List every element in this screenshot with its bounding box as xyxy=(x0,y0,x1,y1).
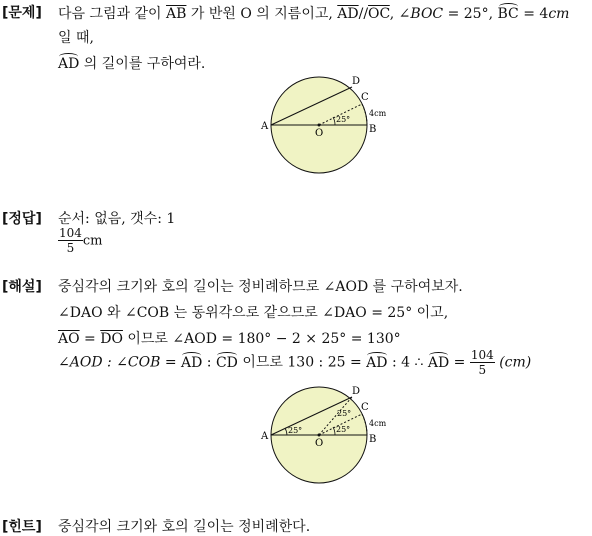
label-c: C xyxy=(361,402,369,413)
solution-line-4: ∠AOD : ∠COB = AD : CD 이므로 130 : 25 = AD : 4 ∴ AD = $\frac{104}{5}$ (cm) xyxy=(58,348,532,377)
answer-line-1: 순서: 없음, 갯수: 1 xyxy=(58,211,176,227)
label-angle-o: 25° xyxy=(336,425,351,434)
label-length: 4cm xyxy=(369,109,387,118)
problem-label: [문제] xyxy=(2,5,42,21)
label-d: D xyxy=(352,386,361,397)
problem-figure xyxy=(255,74,395,176)
label-o: O xyxy=(315,128,324,139)
segment-ad: $\overline{AD}$ xyxy=(337,6,359,22)
label-c: C xyxy=(361,92,369,103)
segment-ab: $\overline{AB}$ xyxy=(166,6,187,22)
label-angle-d: 25° xyxy=(337,409,352,418)
label-angle: 25° xyxy=(336,115,351,124)
problem-line-2: 일 때, xyxy=(58,30,94,46)
answer-fraction: $\frac{104}{5}$ xyxy=(59,226,82,255)
problem-line-3: AD 의 길이를 구하여라. xyxy=(58,56,206,72)
label-o: O xyxy=(315,438,324,449)
label-d: D xyxy=(352,76,361,87)
label-length: 4cm xyxy=(369,419,387,428)
label-angle-a: 25° xyxy=(288,426,303,435)
label-a: A xyxy=(261,121,269,132)
solution-label: [해설] xyxy=(2,279,42,295)
center-point xyxy=(318,434,321,437)
hint-label: [힌트] xyxy=(2,519,42,535)
answer-label: [정답] xyxy=(2,211,42,227)
arc-ad: AD xyxy=(58,56,80,72)
label-a: A xyxy=(261,431,269,442)
label-b: B xyxy=(369,124,377,135)
center-point xyxy=(318,124,321,127)
problem-line-1: 다음 그림과 같이 $\overline{AB}$ 가 반원 O 의 지름이고, $\overline{AD}//\overline{OC}$, ∠BOC = 25°, BC = 4cm xyxy=(58,6,570,22)
solution-line-1: 중심각의 크기와 호의 길이는 정비례하므로 ∠AOD 를 구하여보자. xyxy=(58,279,463,295)
arc-bc: BC xyxy=(497,6,519,22)
label-b: B xyxy=(369,434,377,445)
solution-figure xyxy=(255,384,395,486)
segment-oc: $\overline{OC}$ xyxy=(368,6,390,22)
solution-line-3: $\overline{AO} = \overline{DO}$ 이므로 ∠AOD = 180° − 2 × 25° = 130° xyxy=(58,331,401,347)
solution-fraction: $\frac{104}{5}$ xyxy=(470,348,494,377)
answer-value: $\frac{104}{5}$ cm xyxy=(59,226,103,255)
solution-line-2: ∠DAO 와 ∠COB 는 동위각으로 같으므로 ∠DAO = 25° 이고, xyxy=(58,305,449,321)
hint-text: 중심각의 크기와 호의 길이는 정비례한다. xyxy=(58,519,311,535)
